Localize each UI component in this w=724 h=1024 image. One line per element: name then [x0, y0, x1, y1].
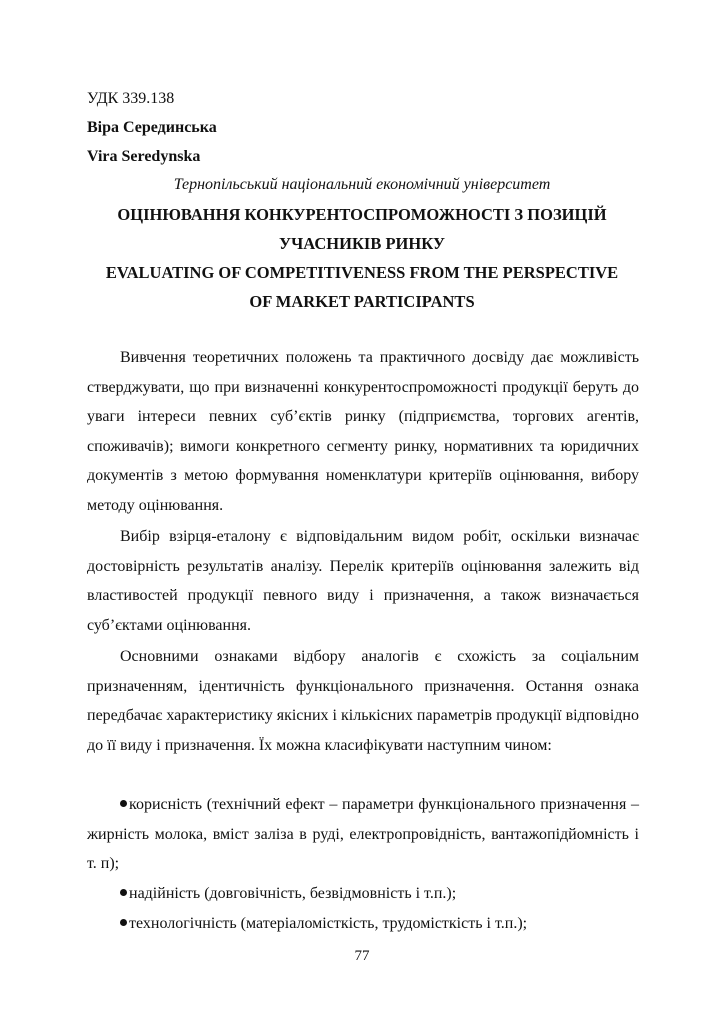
body-paragraph-3: Основними ознаками відбору аналогів є схожість за соціальним призначенням, ідентичність функціонального призначення. Остання ознака передбачає характеристику якісних і кількісних параметрів продукції відповідно до її виду і призначення. Їх можна класифікувати наступним чином:	[87, 648, 639, 754]
author-name-en: Vira Seredynska	[87, 148, 201, 165]
bullet-item-manufacturability	[87, 909, 639, 939]
bullet-item-reliability	[87, 879, 639, 909]
body-paragraph-2: Вибір взірця-еталону є відповідальним видом робіт, оскільки визначає достовірність результатів аналізу. Перелік критеріїв оцінювання залежить від властивостей продукції певного виду і призначення, а також визначається суб’єктами оцінювання.	[87, 528, 639, 634]
author-name-ua: Віра Серединська	[87, 119, 217, 136]
title-ua-line-1: ОЦІНЮВАННЯ КОНКУРЕНТОСПРОМОЖНОСТІ З ПОЗИЦІЙ	[117, 205, 607, 224]
title-ua-line-2: УЧАСНИКІВ РИНКУ	[279, 234, 445, 253]
affiliation: Тернопільський національний економічний університет	[173, 176, 551, 193]
page-number: 77	[354, 948, 370, 964]
udc-code: УДК 339.138	[87, 90, 175, 107]
bullet-dot-icon	[120, 800, 127, 807]
bullet-dot-icon	[120, 919, 127, 926]
title-en-line-2: OF MARKET PARTICIPANTS	[249, 292, 475, 311]
bullet-dot-icon	[120, 889, 127, 896]
bullet-text: технологічність (матеріаломісткість, трудомісткість і т.п.);	[129, 915, 528, 932]
bullet-item-usefulness	[87, 790, 639, 879]
title-en-line-1: EVALUATING OF COMPETITIVENESS FROM THE PERSPECTIVE	[105, 263, 619, 282]
body-paragraph-1: Вивчення теоретичних положень та практичного досвіду дає можливість стверджувати, що при визначенні конкурентоспроможності продукції беруть до уваги інтереси певних суб’єктів ринку (підприємства, торгових агентів, споживачів); вимоги конкретного сегменту ринку, нормативних та юридичних документів з метою формування номенклатури критеріїв оцінювання, вибору методу оцінювання.	[87, 349, 639, 514]
bullet-text: надійність (довговічність, безвідмовність і т.п.);	[129, 885, 457, 902]
bullet-text: корисність (технічний ефект – параметри функціонального призначення – жирність молока, вміст заліза в руді, електропровідність, вантажопідйомність і т. п);	[87, 796, 639, 872]
